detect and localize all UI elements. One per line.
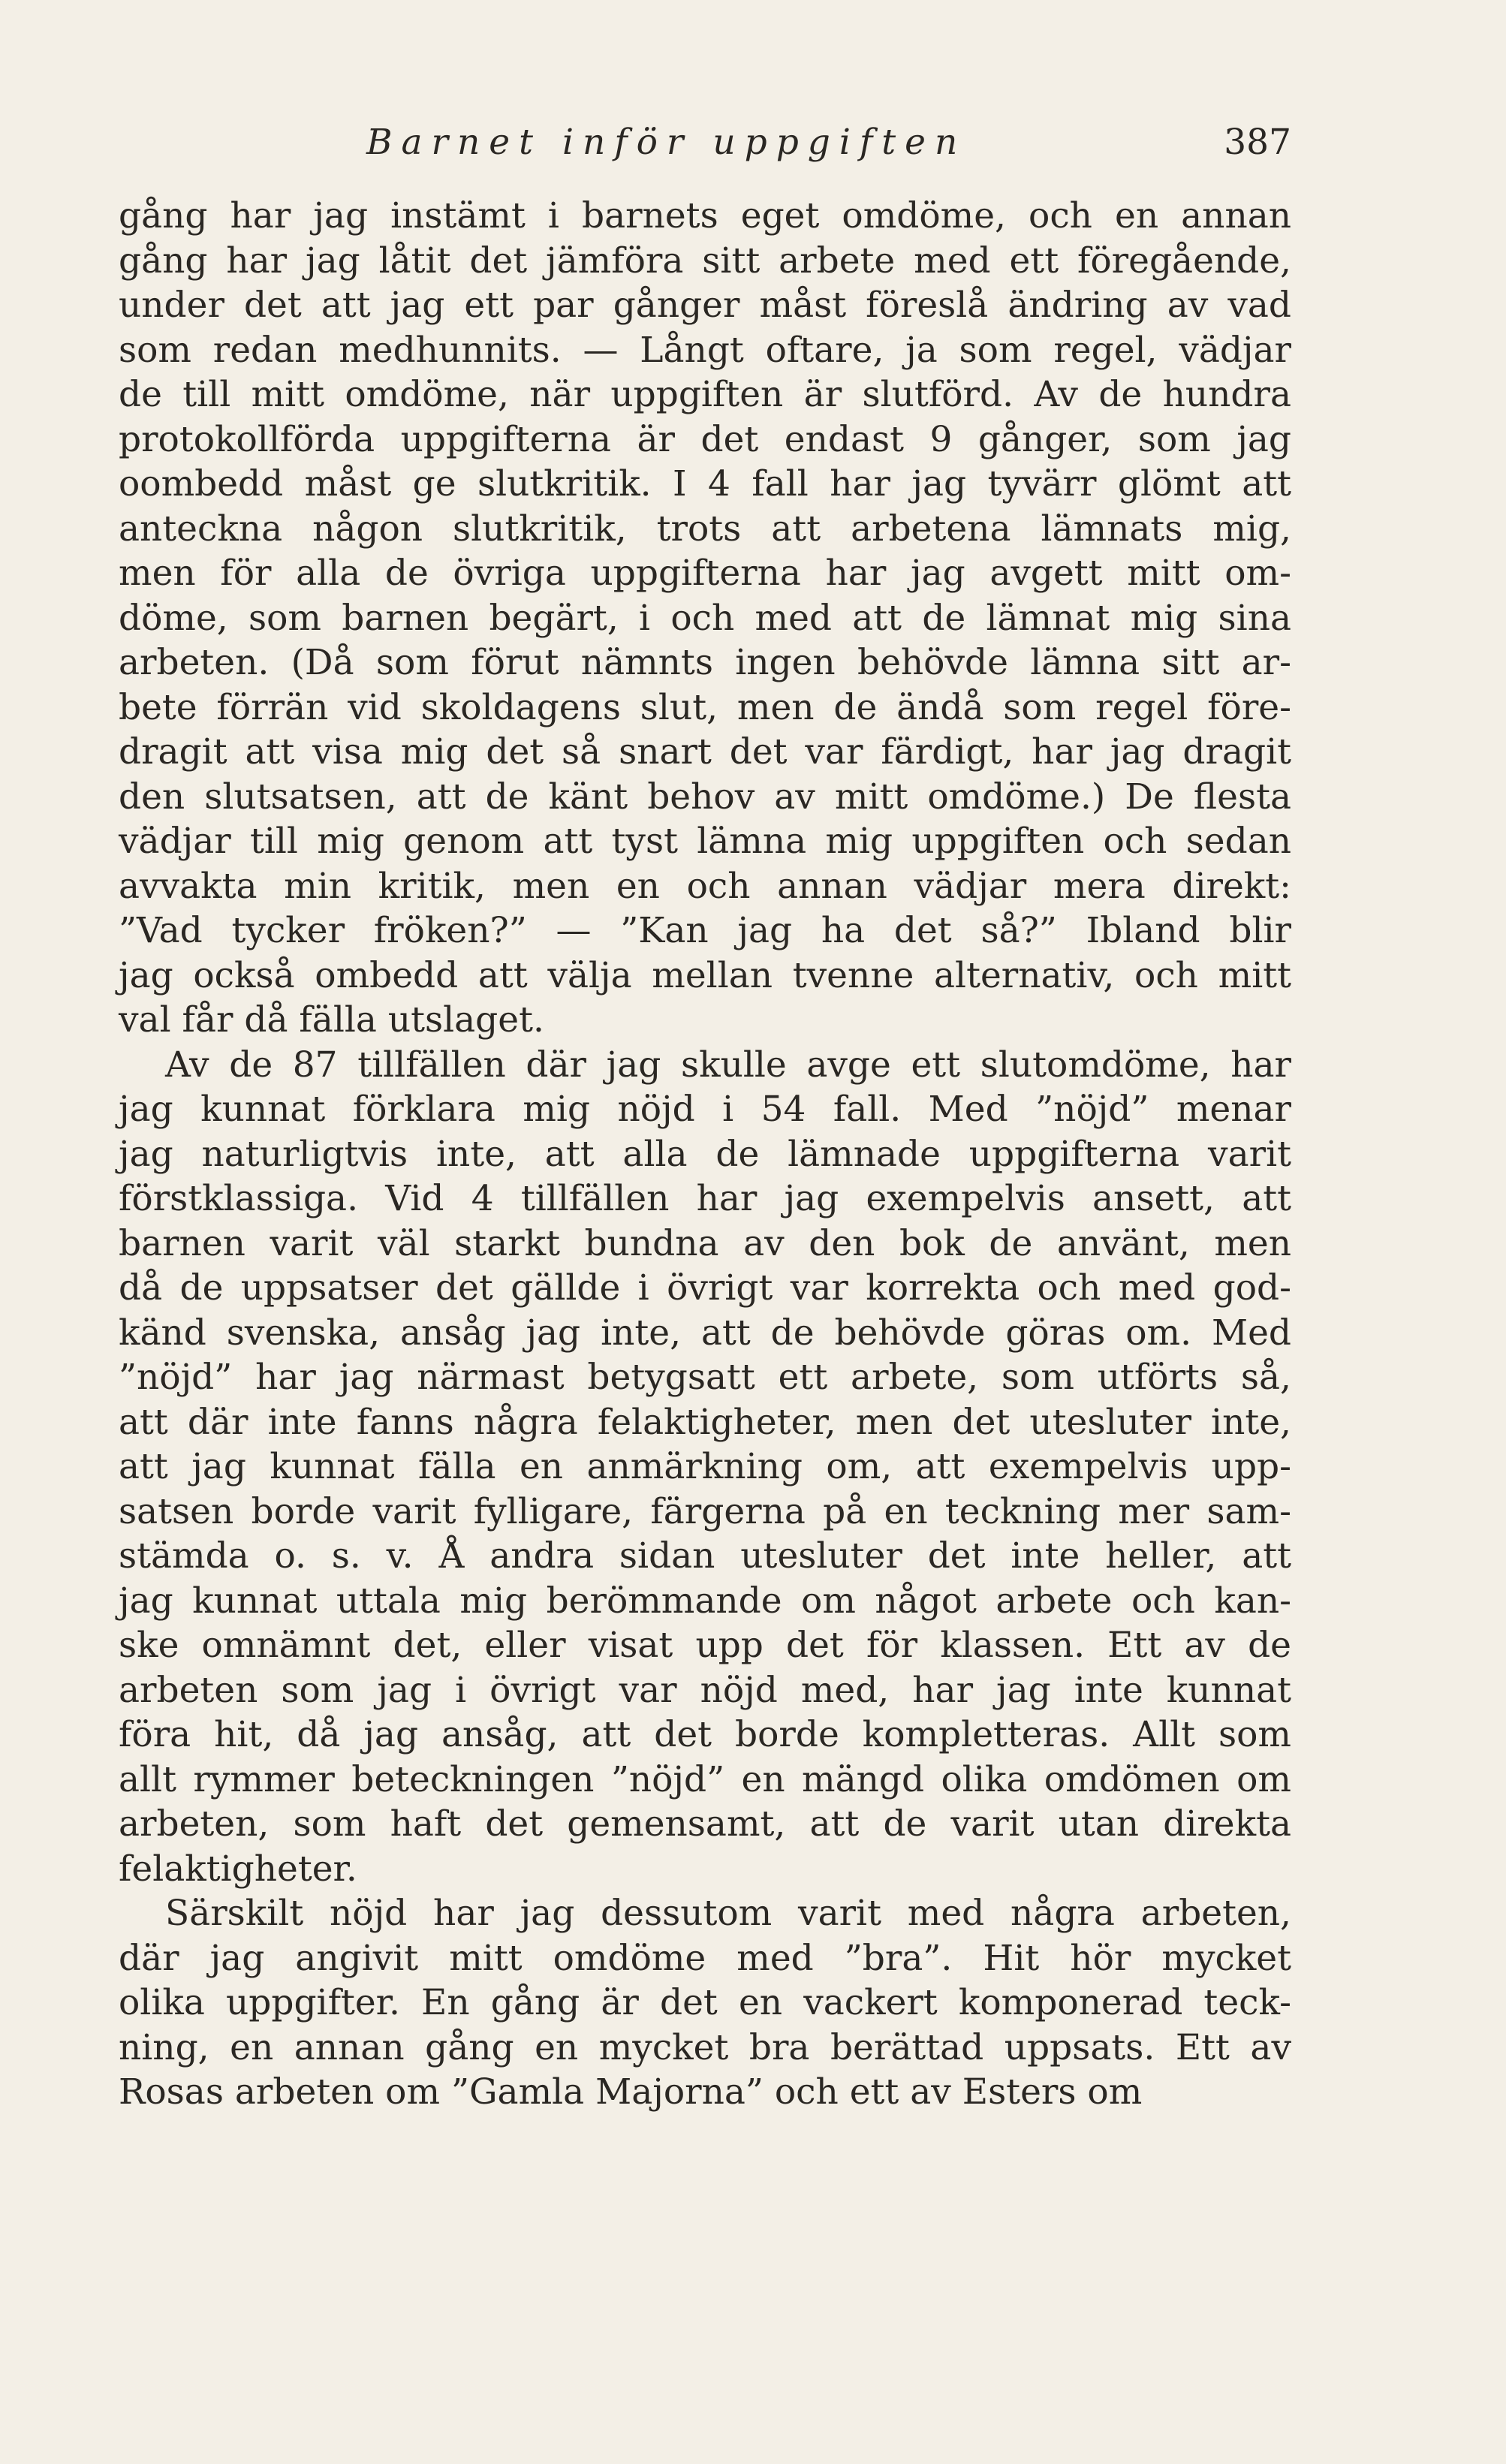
text-line: vädjar till mig genom att tyst lämna mig uppgiften och sedan (119, 821, 1291, 862)
text-line: Särskilt nöjd har jag dessutom varit med några arbeten, (165, 1893, 1291, 1934)
text-line: döme, som barnen begärt, i och med att de lämnat mig sina (119, 597, 1291, 639)
text-line: de till mitt omdöme, när uppgiften är slutförd. Av de hundra (119, 374, 1291, 415)
running-title: Barnet inför uppgiften (366, 122, 967, 163)
text-line: ske omnämnt det, eller visat upp det för klassen. Ett av de (119, 1625, 1291, 1666)
text-line: där jag angivit mitt omdöme med ”bra”. Hit hör mycket (119, 1937, 1291, 1979)
text-line: felaktigheter. (119, 1848, 357, 1890)
text-line: olika uppgifter. En gång är det en vackert komponerad teck- (119, 1982, 1291, 2023)
text-line: jag kunnat uttala mig berömmande om något arbete och kan- (119, 1580, 1291, 1622)
text-line: ”Vad tycker fröken?” — ”Kan jag ha det så?” Ibland blir (119, 910, 1291, 951)
text-line: men för alla de övriga uppgifterna har jag avgett mitt om- (119, 553, 1291, 594)
text-line: anteckna någon slutkritik, trots att arbetena lämnats mig, (119, 508, 1291, 550)
text-line: under det att jag ett par gånger måst föreslå ändring av vad (119, 285, 1291, 326)
text-line: allt rymmer beteckningen ”nöjd” en mängd olika omdömen om (119, 1758, 1291, 1800)
text-line: ning, en annan gång en mycket bra berättad uppsats. Ett av (119, 2026, 1291, 2068)
text-line: arbeten som jag i övrigt var nöjd med, har jag inte kunnat (119, 1669, 1291, 1711)
page-number: 387 (1224, 122, 1291, 163)
text-line: avvakta min kritik, men en och annan vädjar mera direkt: (119, 865, 1291, 907)
text-line: oombedd måst ge slutkritik. I 4 fall har jag tyvärr glömt att (119, 463, 1291, 505)
text-line: stämda o. s. v. Å andra sidan utesluter det inte heller, att (119, 1535, 1291, 1577)
text-line: val får då fälla utslaget. (119, 999, 544, 1041)
running-head (119, 113, 1291, 173)
text-line: dragit att visa mig det så snart det var färdigt, har jag dragit (119, 731, 1291, 773)
paragraph (119, 1043, 1291, 1892)
text-line: jag också ombedd att välja mellan tvenne alternativ, och mitt (119, 954, 1291, 996)
paragraph (119, 1891, 1291, 2115)
text-line: som redan medhunnits. — Långt oftare, ja som regel, vädjar (119, 329, 1291, 371)
text-line: att jag kunnat fälla en anmärkning om, att exempelvis upp- (119, 1446, 1291, 1487)
text-line: arbeten. (Då som förut nämnts ingen behövde lämna sitt ar- (119, 642, 1291, 683)
body-text (119, 194, 1291, 2115)
text-line: då de uppsatser det gällde i övrigt var korrekta och med god- (119, 1267, 1291, 1309)
text-line: barnen varit väl starkt bundna av den bok de använt, men (119, 1222, 1291, 1264)
text-line: Av de 87 tillfällen där jag skulle avge ett slutomdöme, har (165, 1044, 1291, 1086)
paragraph (119, 194, 1291, 1043)
text-line: jag kunnat förklara mig nöjd i 54 fall. Med ”nöjd” menar (119, 1089, 1291, 1130)
text-line: bete förrän vid skoldagens slut, men de ändå som regel före- (119, 686, 1291, 728)
text-line: Rosas arbeten om ”Gamla Majorna” och ett av Esters om (119, 2071, 1143, 2113)
text-line: gång har jag instämt i barnets eget omdöme, och en annan (119, 195, 1291, 236)
text-line: den slutsatsen, att de känt behov av mitt omdöme.) De flesta (119, 776, 1291, 818)
text-line: ”nöjd” har jag närmast betygsatt ett arbete, som utförts så, (119, 1357, 1291, 1398)
text-line: arbeten, som haft det gemensamt, att de varit utan direkta (119, 1803, 1291, 1845)
text-line: gång har jag låtit det jämföra sitt arbete med ett föregående, (119, 239, 1291, 282)
text-line: känd svenska, ansåg jag inte, att de behövde göras om. Med (119, 1312, 1291, 1354)
text-line: förstklassiga. Vid 4 tillfällen har jag exempelvis ansett, att (119, 1178, 1291, 1219)
text-line: att där inte fanns några felaktigheter, men det utesluter inte, (119, 1401, 1291, 1443)
text-line: satsen borde varit fylligare, färgerna på en teckning mer sam- (119, 1490, 1291, 1532)
text-line: föra hit, då jag ansåg, att det borde kompletteras. Allt som (119, 1714, 1291, 1755)
text-line: jag naturligtvis inte, att alla de lämnade uppgifterna varit (119, 1133, 1291, 1175)
text-line: protokollförda uppgifterna är det endast 9 gånger, som jag (119, 418, 1291, 460)
